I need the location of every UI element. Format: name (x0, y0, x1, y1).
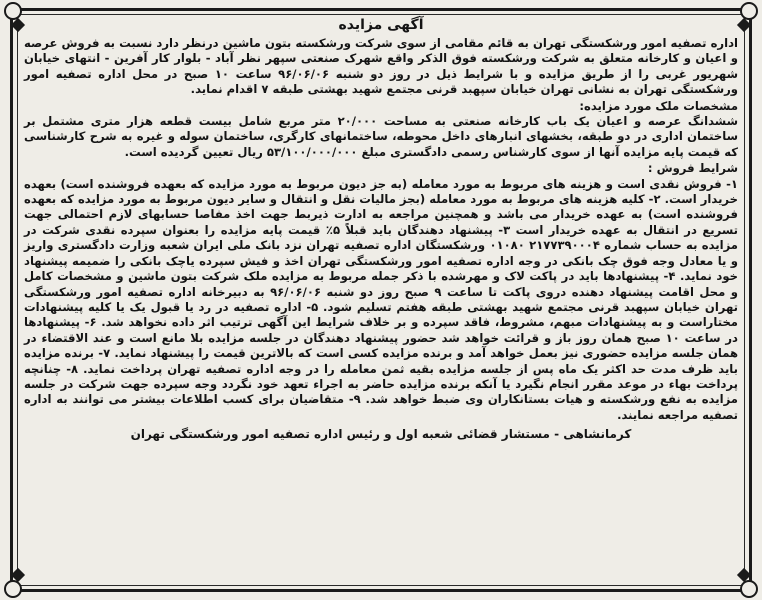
intro-paragraph: اداره تصفیه امور ورشکستگی تهران به قائم مقامی از سوی شرکت ورشکسته بتون ماشین درنظر دارد نسبت به فروش عرصه و اعیان و کارخانه متعلق به شرکت ورشکسته فوق الذکر واقع شهرک صنعتی سپهر نظر آباد - بلوار کار آفرین - انتهای خیابان شهریور غربی را از طریق مزایده و با شرایط ذیل در روز دو شنبه ۹۶/۰۶/۰۶ ساعت ۱۰ صبح در محل اداره تصفیه امور ورشکستگی تهران به نشانی تهران خیابان سپهبد قرنی مجتمع شهید بهشتی طبقه ۷ اقدام نماید. (24, 36, 738, 97)
notice-title: آگهی مزایده (338, 17, 424, 33)
corner-ornament-icon (4, 2, 22, 20)
property-paragraph: ششدانگ عرصه و اعیان یک باب کارخانه صنعتی به مساحت ۲۰/۰۰۰ متر مربع شامل بیست قطعه هزار متری مشتمل بر ساختمان اداری در دو طبقه، بخشهای انبارهای داخل محوطه، ساختمانهای کارگری، ساختمان سوله و غیره به شرح کارشناسی که قیمت پایه مزایده آنها از سوی کارشناس رسمی دادگستری مبلغ ۵۳/۱۰۰/۰۰۰/۰۰۰ ریال تعیین گردیده است. (24, 114, 738, 159)
signature-line: کرمانشاهی - مستشار قضائی شعبه اول و رئیس اداره تصفیه امور ورشکستگی تهران (130, 427, 632, 442)
conditions-heading: شرایط فروش : (647, 161, 738, 176)
corner-ornament-icon (4, 580, 22, 598)
property-heading: مشخصات ملک مورد مزایده: (579, 98, 738, 113)
corner-ornament-icon (740, 580, 758, 598)
conditions-paragraph: ۱- فروش نقدی است و هزینه های مربوط به مورد معامله (به جز دیون مربوط به مورد مزایده که بعهده فروشنده است) بعهده خریدار است. ۲- کلیه هزینه های مربوط به مورد معامله (بجز مالیات نقل و انتقال و سایر دیون مربوط به مورد مزایده که بعهده فروشنده است) به عهده خریدار می باشد و همچنین مراجعه به ادارت ذیربط جهت اخذ مفاصا حسابهای لازم احتمالی جهت تسریع در انتقال به عهده خریدار است ۳- پیشنهاد دهندگان باید قبلاً ۵٪ قیمت پایه مزایده را بعنوان سپرده نقدی شرکت در مزایده به حساب شماره ۲۱۷۷۳۹۰۰۰۴ ۰۱۰۸۰ ورشکستگان اداره تصفیه تهران نزد بانک ملی ایران شعبه وزارت دادگستری واریز و یا معادل وجه فوق چک بانکی در وجه اداره تصفیه امور ورشکستگی تهران اخذ و فیش سپرده یاچک بانکی را ضمیمه پیشنهاد خود نماید. ۴- پیشنهادها باید در پاکت لاک و مهرشده با ذکر جمله مربوط به مزایده ملک شرکت بتون ماشین و مشخصات کامل و محل اقامت پیشنهاد دهنده دروی پاکت تا ساعت ۹ صبح روز دو شنبه ۹۶/۰۶/۰۶ به دبیرخانه اداره تصفیه امور ورشکستگی تهران خیابان سپهبد قرنی مجتمع شهید بهشتی طبقه هفتم تسلیم شود. ۵- اداره تصفیه در رد یا قبول یک یا کلیه پیشنهادات مختاراست و به پیشنهادات مبهم، مشروط، فاقد سپرده و بر خلاف شرایط این آگهی ترتیب اثر داده نخواهد شد. ۶- پیشنهادها در ساعت ۱۰ صبح همان روز باز و قرائت خواهد شد حضور پیشنهاد دهندگان در جلسه مزایده بلا مانع است و عند الاقتضاء در همان جلسه مزایده حضوری نیز بعمل خواهد آمد و برنده مزایده کسی است که بالاترین قیمت را پیشنهاد نماید. ۷- برنده مزایده باید ظرف مدت حد اکثر یک ماه پس از جلسه مزایده بقیه ثمن معامله را در وجه اداره تصفیه تهران پرداخت نماید. ۸- چنانچه پرداخت بهاء در موعد مقرر انجام نگیرد یا آنکه برنده مزایده حاضر به اجراء تعهد خود نگردد وجه سپرده جهت شرکت در جلسه مزایده به نفع ورشکسته و هیات بستانکاران وی ضبط خواهد شد. ۹- متقاضیان برای کسب اطلاعات بیشتر می توانند به اداره تصفیه مراجعه نمایند. (24, 176, 739, 422)
notice-body (24, 16, 738, 586)
